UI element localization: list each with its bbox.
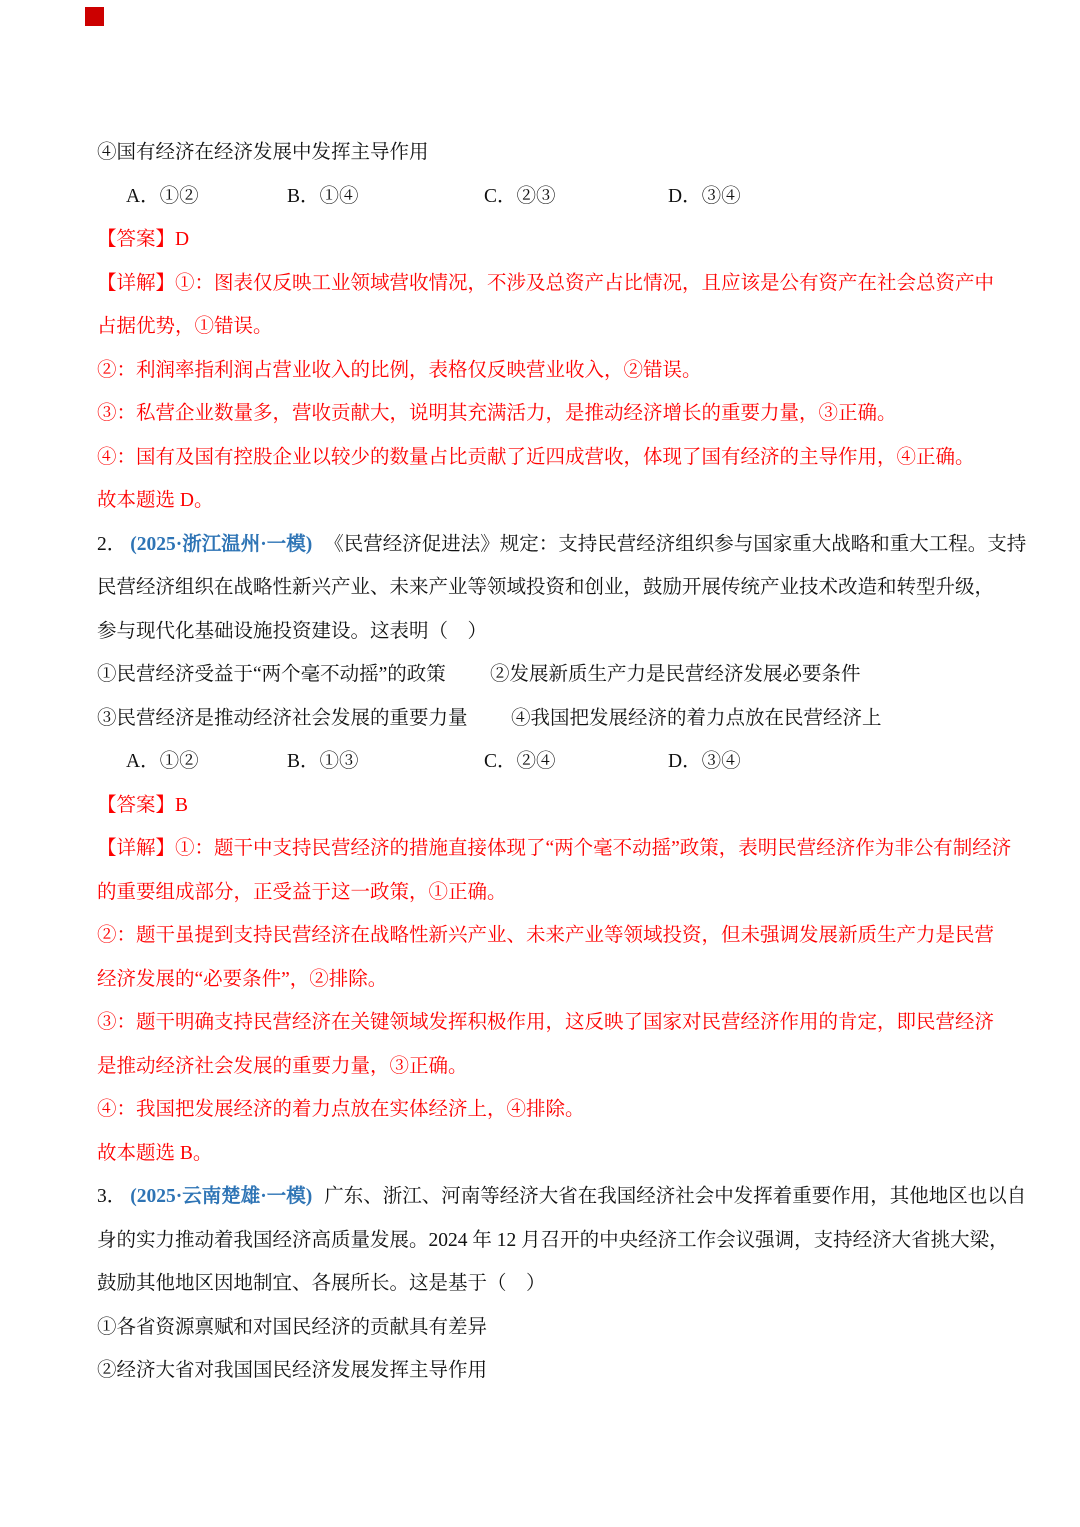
document-body (97, 131, 1027, 1393)
q2-options-row-segment-2: C．②④ (484, 751, 556, 772)
q1-analysis-2 (97, 305, 992, 349)
q1-conclusion (97, 479, 992, 523)
q2-statements-2-segment-0: ③民营经济是推动经济社会发展的重要力量 (97, 707, 468, 729)
q2-analysis-7 (97, 1088, 992, 1132)
q1-analysis-4 (97, 392, 992, 436)
q2-header-segment-0: 2． (97, 533, 127, 555)
q2-analysis-5-segment-0: ③：题干明确支持民营经济在关键领域发挥积极作用，这反映了国家对民营经济作用的肯定，即民营经济 (97, 1012, 995, 1033)
q1-options-row-segment-0: A．①② (126, 185, 199, 207)
q2-analysis-3 (97, 914, 995, 958)
q1-analysis-5 (97, 436, 992, 480)
q2-stem-3-segment-0: 参与现代化基础设施投资建设。这表明（ ） (97, 620, 488, 642)
q1-analysis-2-segment-0: 占据优势，①错误。 (97, 316, 273, 337)
q1-answer (97, 218, 992, 262)
q2-options-row (97, 740, 992, 784)
q2-stem-2 (97, 566, 995, 610)
q2-stem-3 (97, 610, 992, 654)
q2-statements-2 (97, 697, 992, 741)
red-square-marker-icon (85, 7, 104, 26)
q1-options-row-segment-1: B．①④ (287, 185, 359, 207)
q2-options-row-segment-0: A．①② (126, 751, 199, 772)
q3-header-segment-2: 广东、浙江、河南等经济大省在我国经济社会中发挥着重要作用，其他地区也以自 (324, 1186, 1027, 1207)
q1-option4-stem (97, 131, 992, 175)
q2-statements-1-segment-0: ①民营经济受益于“两个毫不动摇”的政策 (97, 664, 446, 685)
q2-header-segment-2: 《民营经济促进法》规定：支持民营经济组织参与国家重大战略和重大工程。支持 (324, 533, 1027, 555)
q2-statements-1 (97, 653, 992, 697)
q1-analysis-1-segment-0: 【详解】①：图表仅反映工业领域营收情况，不涉及总资产占比情况，且应该是公有资产在社会总资产中 (97, 272, 995, 294)
q2-options-row-segment-3: D．③④ (668, 751, 741, 772)
q2-analysis-1-segment-0: 【详解】①：题干中支持民营经济的措施直接体现了“两个毫不动摇”政策，表明民营经济作为非公有制经济 (97, 838, 1012, 859)
q3-stem-2 (97, 1219, 1009, 1263)
q3-statement-2-segment-0: ②经济大省对我国国民经济发展发挥主导作用 (97, 1360, 488, 1381)
q2-options-row-segment-1: B．①③ (287, 751, 359, 772)
q1-option4-stem-segment-0: ④国有经济在经济发展中发挥主导作用 (97, 142, 429, 163)
q3-header-segment-1: (2025·云南楚雄·一模) (130, 1186, 313, 1207)
q2-analysis-2-segment-0: 的重要组成部分，正受益于这一政策，①正确。 (97, 881, 507, 903)
q2-analysis-1 (97, 827, 1012, 871)
q3-statement-1-segment-0: ①各省资源禀赋和对国民经济的贡献具有差异 (97, 1316, 488, 1338)
q3-header (97, 1175, 1027, 1219)
q2-analysis-4-segment-0: 经济发展的“必要条件”，②排除。 (97, 968, 388, 990)
q2-analysis-2 (97, 871, 992, 915)
q2-statements-2-segment-1: ④我国把发展经济的着力点放在民营经济上 (511, 707, 882, 729)
q1-conclusion-segment-0: 故本题选 D。 (97, 490, 214, 511)
q2-analysis-6-segment-0: 是推动经济社会发展的重要力量，③正确。 (97, 1055, 468, 1077)
q1-analysis-1 (97, 262, 995, 306)
q2-analysis-6 (97, 1045, 992, 1089)
q2-answer (97, 784, 992, 828)
q2-answer-segment-0: 【答案】B (97, 794, 189, 816)
q1-analysis-3 (97, 349, 992, 393)
q2-analysis-4 (97, 958, 992, 1002)
q2-stem-2-segment-0: 民营经济组织在战略性新兴产业、未来产业等领域投资和创业，鼓励开展传统产业技术改造和转型升级， (97, 577, 995, 598)
q3-stem-3-segment-0: 鼓励其他地区因地制宜、各展所长。这是基于（ ） (97, 1273, 546, 1294)
q1-analysis-4-segment-0: ③：私营企业数量多，营收贡献大，说明其充满活力，是推动经济增长的重要力量，③正确。 (97, 403, 897, 424)
q1-options-row (97, 175, 992, 219)
q2-statements-1-segment-1: ②发展新质生产力是民营经济发展必要条件 (490, 664, 861, 685)
q2-header (97, 523, 1027, 567)
q3-statement-2 (97, 1349, 992, 1393)
q3-statement-1 (97, 1306, 992, 1350)
q1-analysis-5-segment-0: ④：国有及国有控股企业以较少的数量占比贡献了近四成营收，体现了国有经济的主导作用，④正确。 (97, 446, 975, 468)
q1-options-row-segment-2: C．②③ (484, 185, 556, 207)
q1-answer-segment-0: 【答案】D (97, 229, 190, 250)
q1-options-row-segment-3: D．③④ (668, 185, 741, 207)
q2-analysis-5 (97, 1001, 995, 1045)
q1-analysis-3-segment-0: ②：利润率指利润占营业收入的比例，表格仅反映营业收入，②错误。 (97, 359, 702, 381)
q2-header-segment-1: (2025·浙江温州·一模) (130, 533, 313, 555)
q2-analysis-7-segment-0: ④：我国把发展经济的着力点放在实体经济上，④排除。 (97, 1099, 585, 1120)
q2-conclusion (97, 1132, 992, 1176)
q3-stem-3 (97, 1262, 992, 1306)
q2-conclusion-segment-0: 故本题选 B。 (97, 1142, 213, 1164)
q3-stem-2-segment-0: 身的实力推动着我国经济高质量发展。2024 年 12 月召开的中央经济工作会议强调，支持经济大省挑大梁， (97, 1229, 1009, 1251)
q3-header-segment-0: 3． (97, 1186, 127, 1207)
q2-analysis-3-segment-0: ②：题干虽提到支持民营经济在战略性新兴产业、未来产业等领域投资，但未强调发展新质生产力是民营 (97, 925, 995, 946)
